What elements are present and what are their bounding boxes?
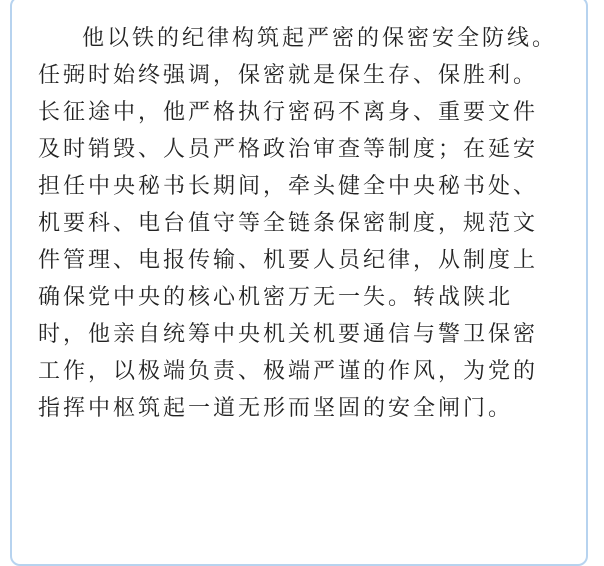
paragraph-line: 担任中央秘书长期间，牵头健全中央秘书处、	[38, 174, 539, 199]
paragraph-line: 他以铁的纪律构筑起严密的保密安全防线。	[82, 26, 558, 51]
paragraph-line: 机要科、电台值守等全链条保密制度，规范文	[38, 211, 539, 236]
paragraph-line: 长征途中，他严格执行密码不离身、重要文件	[38, 100, 539, 125]
paragraph-line: 确保党中央的核心机密万无一失。转战陕北	[38, 285, 514, 310]
paragraph-line: 时，他亲自统筹中央机关机要通信与警卫保密	[38, 322, 539, 347]
article-paragraph	[38, 20, 574, 427]
paragraph-line: 件管理、电报传输、机要人员纪律，从制度上	[38, 248, 539, 273]
paragraph-line: 任弼时始终强调，保密就是保生存、保胜利。	[38, 63, 539, 88]
paragraph-line: 及时销毁、人员严格政治审查等制度；在延安	[38, 137, 539, 162]
paragraph-line: 工作，以极端负责、极端严谨的作风，为党的	[38, 359, 539, 384]
paragraph-line: 指挥中枢筑起一道无形而坚固的安全闸门。	[38, 396, 514, 421]
